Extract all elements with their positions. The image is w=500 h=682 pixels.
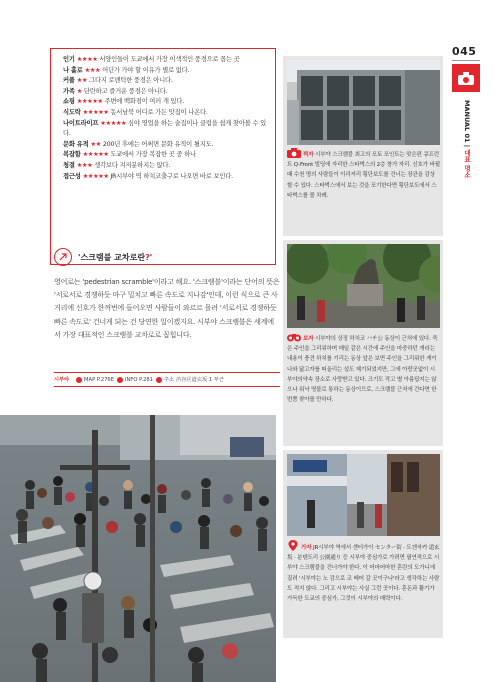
page-number: 045 xyxy=(452,45,477,58)
scramble-body: 영어로는 'pedestrian scramble'이라고 해요. '스크램블'이라는 단어의 뜻은 '서로서로 경쟁하듯 마구 밀치고 빠른 속도로 지나감'인데, 이런 식으로 큰 사거리에 신호가 한꺼번에 들어오면 사람들이 와르르 몰려 '서로서로 경쟁하듯 빠른 속도로' 건너게 되는 건 당연한 일이겠지요. 시부야 스크램블은 세계에서 가장 대표적인 스크램블 교차로로 꼽힙니다. xyxy=(54,277,280,339)
binoculars-icon xyxy=(287,332,301,342)
rating-row: 복잡함 ★★★★★ 도쿄에서 가장 복잡한 곳 중 하나 xyxy=(63,151,196,159)
star-rating: ★★★★★ xyxy=(82,172,109,180)
rating-row: 커플 ★★ 그다지 로맨틱한 풍경은 아니다. xyxy=(63,77,173,85)
info-location-label: 시부야 xyxy=(54,377,70,383)
address-label: 주소 xyxy=(164,377,175,383)
scramble-title: '스크램블 교차로란?' xyxy=(78,252,153,262)
scramble-crossing-photo xyxy=(0,415,276,682)
star-rating: ★★★★★ xyxy=(76,98,103,106)
map-pin-icon xyxy=(287,540,299,551)
star-rating: ★★★ xyxy=(76,161,93,169)
caption-go: 가자 JR시부야 역에서 센터가이 センター街 · 도겐자카 道玄坂 · 분텐도리 公園通り 등 시부야 중심가로 가려면 필연적으로 시부야 스크램블을 건너가야 한다. 이 어마어마한 혼란의 도가니에 질려 '시부야는 노 감으로 코 베어 갈 곳이구나'라고 생각하는 사람도 적지 않다. 그리고 시부야는 사실 그런 곳이다. 혼돈과 활기가 가득한 도쿄의 중심가, 그것이 시부야의 매력이다. xyxy=(287,540,440,604)
rating-row: 나 홀로 ★★★ 어딘가 가야 할 이유가 별로 없다. xyxy=(63,66,190,74)
star-rating: ★★★ xyxy=(84,66,101,74)
section-tab xyxy=(452,64,480,92)
rating-row: 접근성 ★★★★★ JR시부야 역 하치코출구로 나오면 바로 보인다. xyxy=(63,172,233,180)
rating-row: 쇼핑 ★★★★★ 주변에 백화점이 여러 개 있다. xyxy=(63,98,185,106)
manual-label: MANUAL 01 | 대표 명소 xyxy=(463,100,471,178)
hachiko-statue-photo xyxy=(287,244,440,328)
star-rating: ★★★★ xyxy=(76,56,98,63)
camera-icon xyxy=(287,148,301,158)
info-ref: INFO P.281 xyxy=(125,376,153,383)
star-rating: ★ xyxy=(76,87,82,95)
arrow-circle-icon xyxy=(54,248,72,266)
caption-photo: 찍자 시부야 스크램블 최고의 포토 포인트는 맞은편 큐프런트 Q-Front 빌딩에 자리한 스타벅스의 2층 창가 자리. 신호가 바뀔 때 수천 명의 사람들이 이리저리 횡단보도를 건너는 장관을 감상할 수 있다. 스타벅스에서 보는 것을 포기한다면 횡단보도에서 스타벅스를 볼 차례. xyxy=(287,148,440,201)
rating-row: 문화 유적 ★★ 200년 후에는 어쩌면 문화 유적이 될지도. xyxy=(63,140,214,148)
caption-see: 보자 시부야의 상징 하치코 ハチ公 동상이 근처에 있다. 죽은 주인을 그리워하며 매일 같은 시간에 주인을 마중하던 개라는 내용이 충견 하치를 기리는 동상 앞은 보면 주인을 그리워한 게이나와 닮고자를 떠올리는 설도 제기되었지만, 그에 아랑곳없이 시부야의약속 장소로 사랑받고 있다. 크기도 작고 별 아름답지는 않으나 워낙 명물로 통하는 동상이므로, 스크램블 근처에 간다면 한 번쯤 찾아볼 만하다. xyxy=(287,332,440,405)
address-value: 渋谷区道玄坂 1 부근 xyxy=(176,377,224,383)
star-rating: ★★ xyxy=(76,77,88,85)
camera-icon xyxy=(458,72,474,85)
star-rating: ★★★★★ xyxy=(82,151,109,159)
shibuya-street-photo xyxy=(287,454,440,536)
info-icon xyxy=(117,377,123,383)
scramble-heading xyxy=(54,248,152,266)
star-rating: ★★ xyxy=(90,140,101,148)
map-pin-icon xyxy=(76,377,82,383)
rating-row: 식도락 ★★★★★ 동서남북 어디로 가든 맛집이 나온다. xyxy=(63,108,208,116)
rating-row: 청결 ★★★ 생각보다 지저분하지는 않다. xyxy=(63,161,171,169)
info-bar xyxy=(54,372,280,387)
rating-box xyxy=(50,48,276,265)
map-ref: MAP P.276E xyxy=(84,376,114,383)
page-number-divider xyxy=(452,60,480,61)
star-rating: ★★★★★ xyxy=(82,108,109,116)
q-front-building-photo xyxy=(287,60,440,145)
rating-row: 인기 ★★★★ 서양인들이 도쿄에서 가장 이색적인 풍경으로 꼽는 곳 xyxy=(63,56,240,63)
address-icon xyxy=(156,377,162,383)
rating-row: 나이트라이프 ★★★★★ 심야 영업을 하는 술집이나 클럽을 쉽게 찾아볼 수 있다. xyxy=(63,119,266,138)
star-rating: ★★★★★ xyxy=(100,119,127,127)
rating-row: 가족 ★ 단란하고 즐거운 풍경은 아니다. xyxy=(63,87,168,95)
